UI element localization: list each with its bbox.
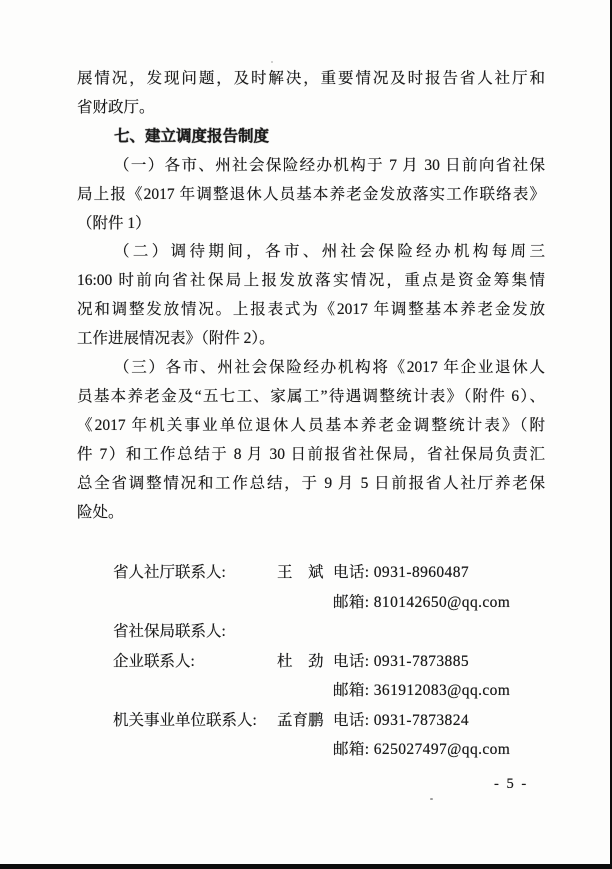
contact-name: 孟育鹏 [277,711,324,729]
contact-label: 企业联系人: [113,652,195,670]
contact-name: 杜 劲 [277,652,324,670]
scan-speck [271,61,273,63]
contact-phone: 电话: 0931-7873824 [333,711,469,729]
contact-row [113,588,553,618]
contact-label: 省人社厅联系人: [113,564,226,581]
scan-speck [430,798,433,800]
contact-email: 邮箱: 810142650@qq.com [333,593,511,611]
body-line: 《2017 年机关事业单位退休人员基本养老金调整统计表》（附 [77,416,545,434]
contact-phone: 电话: 0931-8960487 [333,564,469,581]
body-line: 展情况，发现问题，及时解决，重要情况及时报告省人社厅和 [77,70,545,87]
contact-label: 机关事业单位联系人: [113,711,257,729]
body-line: 局上报《2017 年调整退休人员基本养老金发放落实工作联络表》 [77,185,545,203]
body-line: 险处。 [77,503,124,521]
contact-row [113,706,553,736]
contact-row [113,647,553,677]
contact-name: 王 斌 [277,564,324,581]
body-line: 总全省调整情况和工作总结，于 9 月 5 日前报省人社厅养老保 [77,474,545,492]
contact-row [113,735,553,765]
contact-row [113,617,553,647]
contact-row [113,558,553,588]
body-line: 工作进展情况表》（附件 2）。 [77,330,275,348]
contacts-block [113,558,553,765]
contact-email: 邮箱: 625027497@qq.com [333,741,511,758]
contact-label: 省社保局联系人: [113,623,226,640]
contact-phone: 电话: 0931-7873885 [333,652,469,670]
body-line: 员基本养老金及“五七工、家属工”待遇调整统计表》（附件 6）、 [77,387,545,405]
section-heading: 七、建立调度报告制度 [114,127,270,145]
contact-row [113,676,553,706]
scan-edge-bottom-bar [0,864,612,869]
contact-email: 邮箱: 361912083@qq.com [333,682,511,699]
body-text [77,65,545,528]
body-line: 16:00 时前向省社保局上报发放落实情况，重点是资金筹集情 [77,272,545,290]
body-line: 件 7）和工作总结于 8 月 30 日前报省社保局，省社保局负责汇 [77,445,545,463]
body-line: （附件 1） [77,214,151,232]
body-line: 省财政厅。 [77,98,155,116]
body-line: （三）各市、州社会保险经办机构将《2017 年企业退休人 [114,359,545,377]
page-number: - 5 - [494,776,529,792]
body-line: 况和调整发放情况。上报表式为《2017 年调整基本养老金发放 [77,301,545,319]
body-line: （一）各市、州社会保险经办机构于 7 月 30 日前向省社保 [114,156,545,174]
body-line: （二）调待期间，各市、州社会保险经办机构每周三 [114,243,545,261]
